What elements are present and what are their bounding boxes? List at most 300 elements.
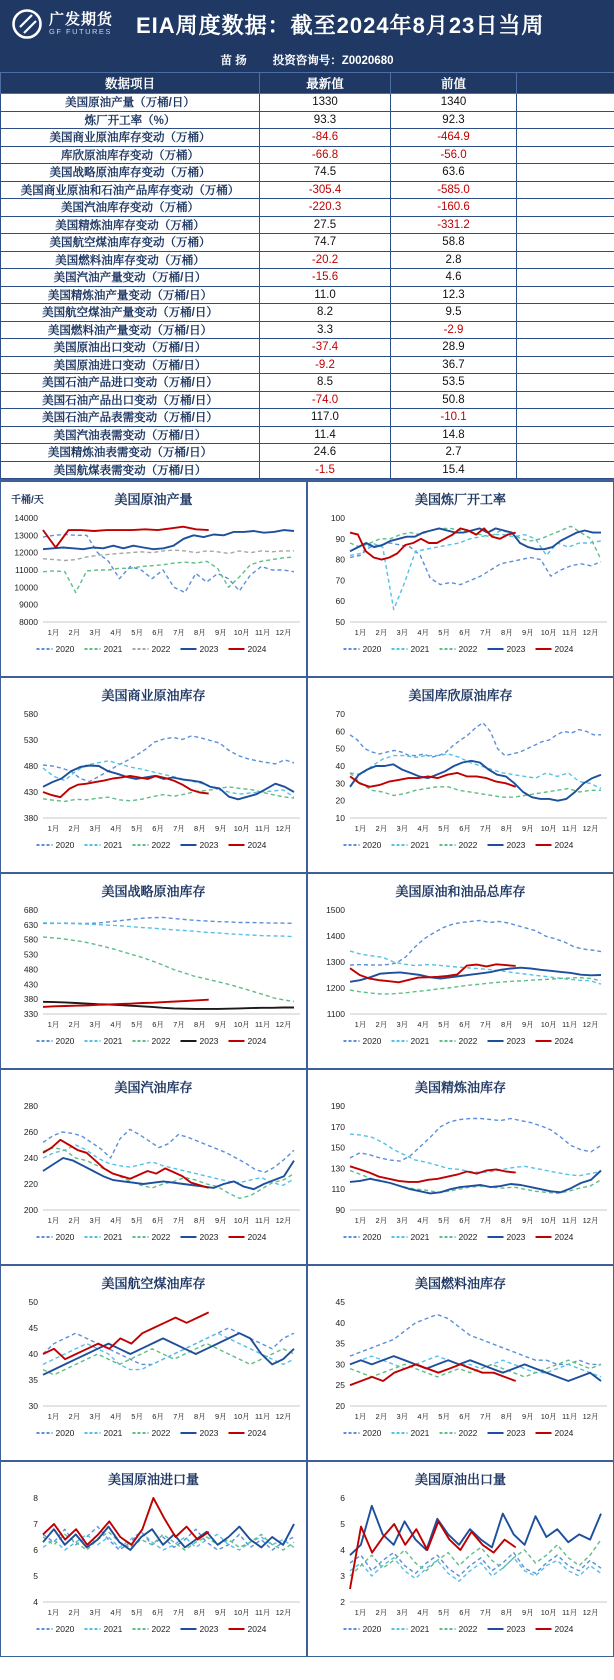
x-tick-label: 12月 (275, 824, 292, 833)
prev-value: -464.9 (391, 129, 517, 147)
blank-cell (517, 251, 614, 269)
series-line-2023 (350, 761, 601, 801)
legend-label-2024: 2024 (554, 644, 574, 654)
blank-cell (517, 391, 614, 409)
y-tick-label: 580 (23, 709, 38, 719)
legend-label-2021: 2021 (410, 1624, 430, 1634)
legend-label-2024: 2024 (554, 1232, 574, 1242)
prev-value: -10.1 (391, 409, 517, 427)
x-tick-label: 2月 (68, 1020, 81, 1029)
chart-cell-3 (0, 677, 307, 873)
prev-value: 14.8 (391, 426, 517, 444)
chart-title: 美国航空煤油库存 (101, 1276, 206, 1291)
x-tick-label: 8月 (501, 1412, 513, 1421)
blank-cell (517, 181, 614, 199)
x-tick-label: 6月 (152, 1216, 164, 1225)
x-tick-label: 2月 (375, 1608, 388, 1617)
series-line-2021 (43, 557, 294, 593)
row-label: 美国汽油表需变动（万桶/日） (1, 426, 260, 444)
row-label: 美国石油产品出口变动（万桶/日） (1, 391, 260, 409)
row-label: 美国精炼油表需变动（万桶/日） (1, 444, 260, 462)
x-tick-label: 5月 (438, 1020, 450, 1029)
x-tick-label: 10月 (540, 1216, 557, 1225)
x-tick-label: 3月 (89, 1020, 102, 1029)
series-line-2020 (350, 920, 601, 965)
prev-value: -2.9 (391, 321, 517, 339)
col-header-item: 数据项目 (1, 73, 260, 94)
latest-value: 93.3 (260, 111, 391, 129)
x-tick-label: 10月 (233, 1412, 250, 1421)
x-tick-label: 5月 (438, 1216, 450, 1225)
x-tick-label: 1月 (47, 1608, 60, 1617)
legend-label-2023: 2023 (506, 1624, 526, 1634)
x-tick-label: 5月 (131, 1412, 143, 1421)
series-line-2022 (43, 1148, 294, 1199)
legend-label-2024: 2024 (247, 1036, 267, 1046)
legend-label-2024: 2024 (247, 840, 267, 850)
x-tick-label: 10月 (540, 824, 557, 833)
legend-label-2023: 2023 (506, 840, 526, 850)
chart-canvas (1, 1292, 304, 1460)
y-tick-label: 380 (23, 813, 38, 823)
prev-value: -331.2 (391, 216, 517, 234)
x-tick-label: 7月 (480, 1608, 492, 1617)
x-tick-label: 6月 (459, 1020, 471, 1029)
y-tick-label: 480 (23, 761, 38, 771)
legend-label-2020: 2020 (362, 840, 382, 850)
x-tick-label: 4月 (110, 1216, 123, 1225)
table-row (1, 374, 614, 392)
y-tick-label: 1400 (326, 931, 345, 941)
chart-cell-8 (307, 1069, 614, 1265)
x-tick-label: 5月 (438, 628, 450, 637)
x-tick-label: 5月 (131, 824, 143, 833)
table-row (1, 199, 614, 217)
blank-cell (517, 94, 614, 112)
series-line-2024 (43, 1140, 209, 1188)
blank-cell (517, 374, 614, 392)
x-tick-label: 12月 (275, 628, 292, 637)
table-header (1, 73, 614, 94)
x-tick-label: 7月 (173, 1608, 185, 1617)
series-line-2021 (350, 1134, 601, 1176)
row-label: 美国航煤表需变动（万桶/日） (1, 461, 260, 479)
y-tick-label: 40 (28, 1349, 38, 1359)
y-tick-label: 9000 (19, 599, 38, 610)
x-tick-label: 8月 (501, 1216, 513, 1225)
series-line-2024 (350, 773, 516, 787)
series-line-2022 (43, 937, 294, 1002)
blank-cell (517, 111, 614, 129)
series-line-2021 (350, 951, 601, 984)
chart-title: 美国原油和油品总库存 (395, 884, 526, 899)
legend-label-2022: 2022 (151, 1232, 171, 1242)
latest-value: -20.2 (260, 251, 391, 269)
prev-value: 53.5 (391, 374, 517, 392)
blank-cell (517, 409, 614, 427)
blank-cell (517, 304, 614, 322)
chart-cell-12 (307, 1461, 614, 1657)
x-tick-label: 3月 (396, 824, 409, 833)
x-tick-label: 2月 (375, 1020, 388, 1029)
blank-cell (517, 129, 614, 147)
chart-canvas (1, 1096, 304, 1264)
x-tick-label: 11月 (254, 1412, 271, 1421)
table-row (1, 356, 614, 374)
latest-value: 74.5 (260, 164, 391, 182)
y-tick-label: 7 (33, 1519, 38, 1529)
x-tick-label: 8月 (501, 628, 513, 637)
legend-label-2021: 2021 (410, 1232, 430, 1242)
row-label: 库欣原油库存变动（万桶） (1, 146, 260, 164)
y-tick-label: 45 (28, 1323, 38, 1333)
series-line-2023 (43, 1333, 294, 1375)
x-tick-label: 7月 (173, 1216, 185, 1225)
latest-value: 11.0 (260, 286, 391, 304)
x-tick-label: 10月 (233, 1608, 250, 1617)
y-tick-label: 60 (335, 726, 345, 737)
author-bar (0, 48, 614, 72)
x-tick-label: 4月 (110, 824, 123, 833)
chart-canvas (308, 1292, 611, 1460)
x-tick-label: 10月 (233, 628, 250, 637)
legend-label-2024: 2024 (554, 1624, 574, 1634)
table-row (1, 216, 614, 234)
x-tick-label: 9月 (521, 1412, 534, 1421)
x-tick-label: 3月 (89, 628, 102, 637)
y-tick-label: 380 (23, 994, 38, 1005)
y-tick-label: 190 (330, 1101, 345, 1111)
x-tick-label: 8月 (501, 824, 513, 833)
x-tick-label: 5月 (131, 1216, 143, 1225)
blank-cell (517, 321, 614, 339)
blank-cell (517, 286, 614, 304)
row-label: 美国原油进口变动（万桶/日） (1, 356, 260, 374)
latest-value: -1.5 (260, 461, 391, 479)
x-tick-label: 2月 (375, 1412, 388, 1421)
x-tick-label: 8月 (194, 1412, 206, 1421)
y-tick-label: 1500 (326, 905, 345, 915)
legend-label-2020: 2020 (55, 644, 75, 654)
y-tick-label: 530 (23, 949, 38, 960)
x-tick-label: 10月 (540, 628, 557, 637)
x-tick-label: 3月 (396, 1020, 409, 1029)
blank-cell (517, 146, 614, 164)
legend-label-2020: 2020 (362, 1232, 382, 1242)
x-tick-label: 5月 (131, 628, 143, 637)
y-tick-label: 4 (340, 1545, 345, 1555)
y-tick-label: 40 (335, 761, 345, 771)
row-label: 炼厂开工率（%） (1, 111, 260, 129)
series-line-2023 (43, 766, 294, 800)
latest-value: 27.5 (260, 216, 391, 234)
chart-canvas (1, 1488, 304, 1656)
latest-value: -9.2 (260, 356, 391, 374)
y-tick-label: 330 (23, 1009, 38, 1019)
series-line-2024 (350, 964, 516, 982)
x-tick-label: 6月 (152, 1412, 164, 1421)
x-tick-label: 4月 (110, 1412, 123, 1421)
y-tick-label: 20 (335, 1401, 345, 1411)
legend-label-2023: 2023 (506, 644, 526, 654)
prev-value: 36.7 (391, 356, 517, 374)
table-row (1, 426, 614, 444)
table-row (1, 391, 614, 409)
y-tick-label: 5 (340, 1519, 345, 1529)
x-tick-label: 12月 (582, 1216, 599, 1225)
x-tick-label: 1月 (47, 824, 60, 833)
y-tick-label: 680 (23, 905, 38, 915)
x-tick-label: 2月 (68, 824, 81, 833)
x-tick-label: 2月 (375, 824, 388, 833)
x-tick-label: 2月 (375, 628, 388, 637)
x-tick-label: 9月 (521, 628, 534, 637)
x-tick-label: 1月 (354, 824, 367, 833)
y-tick-label: 6 (33, 1545, 38, 1555)
x-tick-label: 12月 (582, 1608, 599, 1617)
legend-label-2024: 2024 (247, 644, 267, 654)
x-tick-label: 1月 (354, 1020, 367, 1029)
x-tick-label: 3月 (396, 1608, 409, 1617)
x-tick-label: 7月 (480, 1216, 492, 1225)
x-tick-label: 8月 (194, 1020, 206, 1029)
latest-value: 74.7 (260, 234, 391, 252)
logo-en-text: GF FUTURES (49, 27, 112, 36)
chart-title: 美国库欣原油库存 (408, 688, 513, 703)
x-tick-label: 12月 (582, 628, 599, 637)
chart-title: 美国炼厂开工率 (414, 492, 506, 507)
legend-label-2021: 2021 (103, 1624, 123, 1634)
y-tick-label: 30 (28, 1401, 38, 1411)
chart-title: 美国汽油库存 (114, 1080, 193, 1095)
prev-value: 1340 (391, 94, 517, 112)
x-tick-label: 11月 (561, 1608, 578, 1617)
latest-value: 11.4 (260, 426, 391, 444)
chart-cell-4 (307, 677, 614, 873)
latest-value: -66.8 (260, 146, 391, 164)
legend-label-2024: 2024 (554, 1036, 574, 1046)
x-tick-label: 1月 (354, 1412, 367, 1421)
x-tick-label: 6月 (459, 1412, 471, 1421)
y-tick-label: 14000 (14, 513, 38, 523)
chart-cell-2 (307, 481, 614, 677)
row-label: 美国精炼油库存变动（万桶） (1, 216, 260, 234)
page-title: EIA周度数据：截至2024年8月23日当周 (136, 12, 545, 38)
x-tick-label: 7月 (480, 1412, 492, 1421)
legend-label-2023: 2023 (199, 840, 219, 850)
legend-label-2020: 2020 (55, 1036, 75, 1046)
y-tick-label: 170 (330, 1121, 345, 1132)
series-line-2020 (43, 917, 294, 923)
legend-label-2023: 2023 (199, 1036, 219, 1046)
legend-label-2024: 2024 (554, 840, 574, 850)
y-tick-label: 1200 (326, 983, 345, 993)
legend-label-2020: 2020 (55, 1624, 75, 1634)
blank-cell (517, 234, 614, 252)
x-tick-label: 1月 (354, 1216, 367, 1225)
x-tick-label: 9月 (214, 628, 227, 637)
x-tick-label: 1月 (47, 1020, 60, 1029)
legend-label-2020: 2020 (362, 1624, 382, 1634)
prev-value: 9.5 (391, 304, 517, 322)
x-tick-label: 6月 (152, 628, 164, 637)
logo-text (49, 12, 113, 36)
y-tick-label: 8000 (19, 617, 38, 627)
chart-cell-7 (0, 1069, 307, 1265)
x-tick-label: 11月 (254, 1020, 271, 1029)
series-line-2020 (350, 723, 601, 758)
x-tick-label: 3月 (396, 1412, 409, 1421)
license-number: 投资咨询号：Z0020680 (272, 55, 394, 67)
y-tick-label: 480 (23, 964, 38, 975)
x-tick-label: 6月 (459, 1216, 471, 1225)
x-tick-label: 6月 (459, 824, 471, 833)
legend-label-2022: 2022 (151, 1624, 171, 1634)
x-tick-label: 7月 (173, 1020, 185, 1029)
latest-value: -84.6 (260, 129, 391, 147)
x-tick-label: 11月 (254, 628, 271, 637)
chart-title: 美国燃料油库存 (414, 1276, 506, 1291)
row-label: 美国石油产品表需变动（万桶/日） (1, 409, 260, 427)
y-tick-label: 20 (335, 795, 345, 806)
x-tick-label: 10月 (540, 1020, 557, 1029)
chart-canvas (1, 900, 304, 1068)
legend-label-2020: 2020 (55, 1232, 75, 1242)
x-tick-label: 2月 (68, 1412, 81, 1421)
x-tick-label: 1月 (354, 628, 367, 637)
x-tick-label: 5月 (131, 1020, 143, 1029)
x-tick-label: 7月 (173, 824, 185, 833)
y-tick-label: 1100 (326, 1009, 345, 1019)
row-label: 美国燃料油库存变动（万桶） (1, 251, 260, 269)
prev-value: 2.8 (391, 251, 517, 269)
series-line-2021 (350, 1558, 601, 1581)
x-tick-label: 10月 (540, 1412, 557, 1421)
y-tick-label: 580 (23, 934, 38, 945)
x-tick-label: 3月 (396, 1216, 409, 1225)
legend-label-2023: 2023 (199, 1624, 219, 1634)
series-line-2022 (350, 1540, 601, 1576)
y-tick-label: 3 (340, 1571, 345, 1581)
prev-value: 50.8 (391, 391, 517, 409)
chart-canvas (308, 704, 611, 872)
chart-title: 美国原油出口量 (414, 1472, 506, 1487)
y-tick-label: 80 (335, 554, 345, 565)
series-line-2024 (43, 527, 209, 548)
legend-label-2020: 2020 (55, 1428, 75, 1438)
series-line-2023 (43, 1158, 294, 1189)
table-row (1, 444, 614, 462)
x-tick-label: 4月 (417, 1412, 430, 1421)
x-tick-label: 1月 (47, 628, 60, 637)
legend-label-2024: 2024 (247, 1624, 267, 1634)
gf-futures-logo-icon (10, 7, 44, 41)
y-tick-label: 200 (23, 1205, 38, 1215)
chart-title: 美国战略原油库存 (101, 884, 206, 899)
latest-value: -37.4 (260, 339, 391, 357)
latest-value: 3.3 (260, 321, 391, 339)
x-tick-label: 9月 (521, 1216, 534, 1225)
chart-cell-9 (0, 1265, 307, 1461)
x-tick-label: 2月 (68, 1216, 81, 1225)
x-tick-label: 9月 (521, 824, 534, 833)
row-label: 美国汽油库存变动（万桶） (1, 199, 260, 217)
x-tick-label: 3月 (89, 1412, 102, 1421)
x-tick-label: 11月 (254, 1608, 271, 1617)
y-tick-label: 530 (23, 735, 38, 745)
gf-futures-logo (10, 7, 128, 41)
chart-cell-11 (0, 1461, 307, 1657)
chart-canvas (1, 704, 304, 872)
x-tick-label: 12月 (275, 1608, 292, 1617)
x-tick-label: 7月 (480, 1020, 492, 1029)
y-tick-label: 60 (335, 596, 345, 607)
x-tick-label: 11月 (561, 1412, 578, 1421)
legend-label-2022: 2022 (458, 1232, 478, 1242)
y-tick-label: 35 (335, 1338, 345, 1349)
blank-cell (517, 444, 614, 462)
y-tick-label: 35 (28, 1375, 38, 1385)
y-tick-label: 220 (23, 1179, 38, 1189)
x-tick-label: 3月 (89, 1608, 102, 1617)
author-name: 苗 扬 (220, 55, 247, 67)
x-tick-label: 6月 (152, 1608, 164, 1617)
legend-label-2022: 2022 (458, 644, 478, 654)
x-tick-label: 2月 (68, 628, 81, 637)
legend-label-2022: 2022 (151, 644, 171, 654)
y-tick-label: 40 (335, 1317, 345, 1328)
x-tick-label: 12月 (582, 1020, 599, 1029)
latest-value: -220.3 (260, 199, 391, 217)
x-tick-label: 4月 (110, 628, 123, 637)
table-row (1, 129, 614, 147)
latest-value: 8.5 (260, 374, 391, 392)
legend-label-2022: 2022 (151, 1428, 171, 1438)
logo-cn-text: 广发期货 (49, 11, 114, 28)
x-tick-label: 8月 (194, 628, 206, 637)
legend-label-2021: 2021 (410, 644, 430, 654)
table-row (1, 339, 614, 357)
y-tick-label: 1300 (326, 957, 345, 967)
charts-grid (0, 479, 614, 1657)
x-tick-label: 7月 (173, 628, 185, 637)
legend-label-2023: 2023 (506, 1428, 526, 1438)
legend-label-2020: 2020 (362, 1428, 382, 1438)
series-line-2020 (350, 1119, 601, 1162)
table-row (1, 164, 614, 182)
x-tick-label: 4月 (417, 1020, 430, 1029)
col-header-prev: 前值 (391, 73, 517, 94)
legend-label-2024: 2024 (554, 1428, 574, 1438)
legend-label-2023: 2023 (506, 1036, 526, 1046)
chart-title: 美国精炼油库存 (414, 1080, 506, 1095)
legend-label-2022: 2022 (458, 840, 478, 850)
row-label: 美国战略原油库存变动（万桶） (1, 164, 260, 182)
prev-value: 15.4 (391, 461, 517, 479)
y-tick-label: 90 (335, 1205, 345, 1215)
table-row (1, 94, 614, 112)
blank-cell (517, 199, 614, 217)
y-tick-label: 70 (335, 575, 345, 586)
x-tick-label: 1月 (47, 1412, 60, 1421)
x-tick-label: 12月 (582, 824, 599, 833)
prev-value: -56.0 (391, 146, 517, 164)
prev-value: -585.0 (391, 181, 517, 199)
legend-label-2020: 2020 (362, 1036, 382, 1046)
chart-canvas (308, 1488, 611, 1656)
legend-label-2022: 2022 (151, 840, 171, 850)
y-tick-label: 13000 (14, 530, 38, 541)
